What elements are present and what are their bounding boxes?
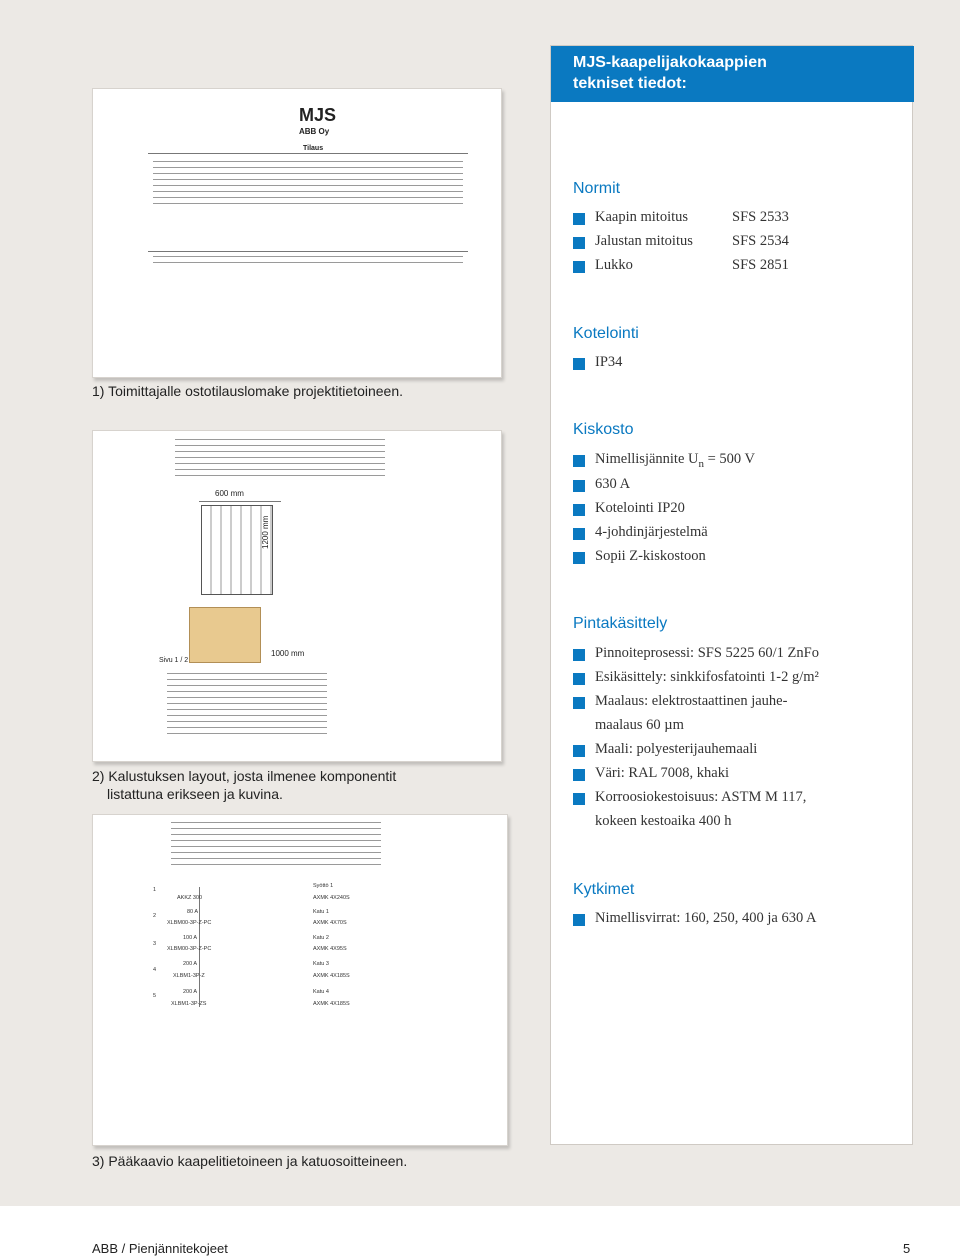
fig1-title: MJS: [299, 105, 337, 125]
fig3-row-1-right: AXMK 4X240S: [313, 895, 350, 901]
voltage-label: Nimellisjännite U: [595, 451, 699, 467]
bullet-icon: [573, 745, 585, 757]
fig3-row-5-right: AXMK 4X185S: [313, 1001, 350, 1007]
fig1-tilaus: Tilaus: [303, 145, 324, 152]
fig3-row-4-left: XLBM1-3P-Z: [173, 973, 205, 979]
normit-value-3: SFS 2851: [732, 257, 789, 273]
bullet-icon: [573, 261, 585, 273]
fig3-row-3-right-top: Katu 2: [313, 935, 329, 941]
fig2-dim-height: 1200 mm: [261, 515, 270, 549]
fig3-row-4-num: 4: [153, 967, 157, 973]
fig2-caption-line1: 2) Kalustuksen layout, josta ilmenee komponentit: [92, 768, 397, 784]
bullet-icon: [573, 480, 585, 492]
fig2-dim-base: 1000 mm: [271, 649, 305, 658]
voltage-subscript: n: [698, 457, 704, 470]
pinta-item-3-cont: maalaus 60 µm: [595, 717, 684, 733]
kytkimet-item-1: Nimellisvirrat: 160, 250, 400 ja 630 A: [595, 910, 817, 926]
pinta-item-6: Korroosiokestoisuus: ASTM M 117,: [595, 789, 807, 805]
pinta-item-4: Maali: polyesterijauhemaali: [595, 741, 758, 757]
kiskosto-item-5: Sopii Z-kiskostoon: [595, 548, 706, 564]
bullet-icon: [573, 769, 585, 781]
fig3-caption: 3) Pääkaavio kaapelitietoineen ja katuosoitteineen.: [92, 1153, 408, 1169]
normit-label-2: Jalustan mitoitus: [595, 233, 693, 249]
fig1-table-rule: [148, 251, 468, 252]
footer: [0, 1206, 960, 1257]
fig3-row-1-num: 1: [153, 887, 157, 893]
fig3-row-5-num: 5: [153, 993, 157, 999]
bullet-icon: [573, 528, 585, 540]
kiskosto-item-voltage: [595, 451, 755, 470]
figure-layout: [92, 430, 502, 762]
panel-title-line1: MJS-kaapelijakokaappien: [573, 54, 767, 71]
bullet-icon: [573, 793, 585, 805]
fig1-form-lines: [153, 157, 463, 207]
normit-label-3: Lukko: [595, 257, 633, 273]
bullet-icon: [573, 358, 585, 370]
fig3-row-2-amp: 80 A: [187, 909, 199, 915]
footer-left: ABB / Pienjännitekojeet: [92, 1241, 228, 1256]
page-number: 5: [903, 1241, 911, 1256]
bullet-icon: [573, 673, 585, 685]
pinta-item-5: Väri: RAL 7008, khaki: [595, 765, 729, 781]
bullet-icon: [573, 213, 585, 225]
fig3-row-2-right: AXMK 4X70S: [313, 920, 347, 926]
kiskosto-item-3: Kotelointi IP20: [595, 500, 685, 516]
cabinet-base: [189, 607, 261, 663]
panel-title-line2: tekniset tiedot:: [573, 75, 687, 92]
fig3-row-5-left: XLBM1-3P-ZS: [171, 1001, 207, 1007]
panel-header: [551, 46, 914, 102]
section-title-pintakasittely: Pintakäsittely: [573, 615, 668, 632]
fig2-dim-width: 600 mm: [215, 489, 244, 498]
pinta-item-3: Maalaus: elektrostaattinen jauhe-: [595, 693, 788, 709]
pinta-item-6-cont: kokeen kestoaika 400 h: [595, 813, 732, 829]
kiskosto-item-2: 630 A: [595, 476, 631, 492]
fig2-parts-list: [167, 669, 327, 739]
fig2-header-lines: [175, 435, 385, 477]
fig3-row-5-right-top: Katu 4: [313, 989, 329, 995]
tech-specs-panel: [550, 45, 913, 1145]
fig3-header-lines: [171, 818, 381, 866]
fig1-rule: [148, 153, 468, 154]
normit-value-2: SFS 2534: [732, 233, 789, 249]
fig3-row-4-right: AXMK 4X185S: [313, 973, 350, 979]
fig1-caption: 1) Toimittajalle ostotilauslomake projektitietoineen.: [92, 383, 404, 399]
fig3-row-3-amp: 100 A: [183, 935, 198, 941]
fig3-row-2-right-top: Katu 1: [313, 909, 329, 915]
bullet-icon: [573, 697, 585, 709]
fig2-dim-width-line: [199, 501, 281, 502]
kiskosto-item-4: 4-johdinjärjestelmä: [595, 524, 708, 540]
section-title-kytkimet: Kytkimet: [573, 881, 635, 898]
fig3-row-1-left: AKKZ 300: [177, 895, 203, 901]
fig3-row-5-amp: 200 A: [183, 989, 198, 995]
bullet-icon: [573, 649, 585, 661]
section-title-kotelointi: Kotelointi: [573, 325, 639, 342]
normit-value-1: SFS 2533: [732, 209, 789, 225]
normit-label-1: Kaapin mitoitus: [595, 209, 689, 225]
kotelointi-item-1: IP34: [595, 354, 623, 370]
pinta-item-1: Pinnoiteprosessi: SFS 5225 60/1 ZnFo: [595, 645, 819, 661]
fig3-row-3-right: AXMK 4X95S: [313, 946, 347, 952]
fig3-row-2-num: 2: [153, 913, 157, 919]
fig3-row-2-left: XLBM00-3P-Z-PC: [167, 920, 212, 926]
fig1-table-lines: [153, 253, 463, 265]
fig1-subtitle: ABB Oy: [299, 127, 330, 136]
bullet-icon: [573, 237, 585, 249]
figure-main-diagram: [92, 814, 508, 1146]
bullet-icon: [573, 455, 585, 467]
bullet-icon: [573, 552, 585, 564]
fig3-row-4-amp: 200 A: [183, 961, 198, 967]
section-title-normit: Normit: [573, 180, 621, 197]
fig2-caption-line2: listattuna erikseen ja kuvina.: [107, 786, 283, 802]
bullet-icon: [573, 504, 585, 516]
voltage-value: = 500 V: [704, 451, 756, 467]
fig2-page-label: Sivu 1 / 2: [159, 657, 189, 664]
fig3-row-3-num: 3: [153, 941, 157, 947]
fig3-row-4-right-top: Katu 3: [313, 961, 329, 967]
fig3-row-1-right-top: Syöttö 1: [313, 883, 334, 889]
fig3-row-3-left: XLBM00-3P-Z-PC: [167, 946, 212, 952]
section-title-kiskosto: Kiskosto: [573, 421, 634, 438]
bullet-icon: [573, 914, 585, 926]
figure-purchase-order: [92, 88, 502, 378]
pinta-item-2: Esikäsittely: sinkkifosfatointi 1-2 g/m²: [595, 669, 819, 685]
